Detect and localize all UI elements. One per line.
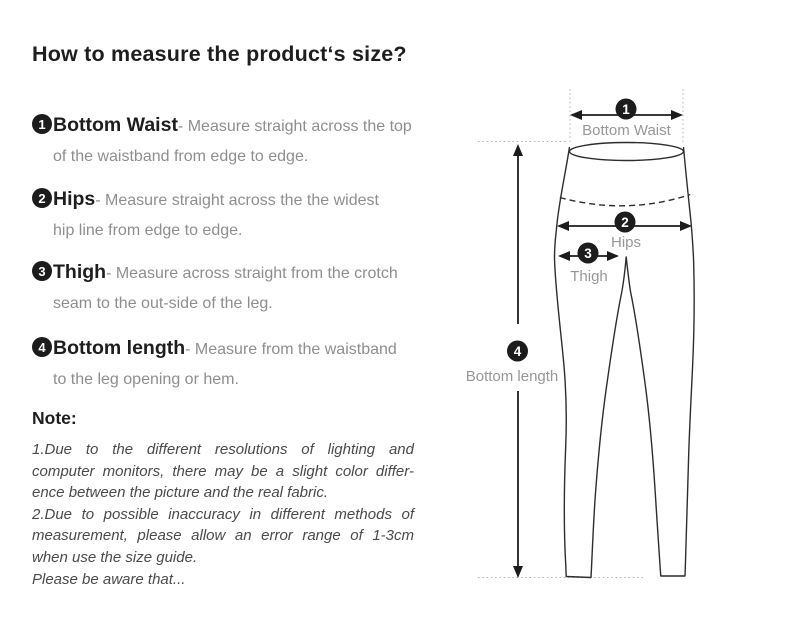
item-3-text [53, 257, 398, 319]
diagram-badge-4-number: 4 [513, 343, 522, 359]
item-3-desc-line2: seam to the out-side of the leg. [53, 295, 273, 312]
item-2-badge [32, 188, 52, 208]
item-1-text [53, 110, 412, 172]
measure-item-thigh [32, 257, 460, 319]
item-2-desc-line2: hip line from edge to edge. [53, 222, 243, 239]
diagram-label-hips: Hips [610, 234, 642, 251]
item-4-desc-line1: - Measure from the waistband [185, 341, 397, 358]
note-heading: Note: [32, 408, 77, 428]
note-line: measurement, please allow an error range of 1-3cm [32, 527, 414, 545]
note-text [32, 439, 414, 590]
diagram-badge-3-number: 3 [584, 245, 592, 261]
item-2-text [53, 184, 379, 246]
waistband-ellipse [570, 143, 684, 161]
hip-dashed-line [560, 195, 690, 206]
diagram-label-thigh: Thigh [570, 268, 608, 285]
diagram-badge-1-number: 1 [622, 101, 630, 117]
item-2-number: 2 [38, 190, 46, 206]
note-line: when use the size guide. [32, 548, 198, 566]
item-4-text [53, 333, 397, 395]
measure-item-bottom-waist [32, 110, 460, 172]
measure-item-bottom-length [32, 333, 460, 395]
item-1-desc-line1: - Measure straight across the top [177, 118, 412, 135]
item-3-label: Thigh [53, 261, 107, 283]
item-2-label: Hips [53, 188, 96, 210]
item-4-number: 4 [38, 339, 46, 355]
item-3-badge [32, 261, 52, 281]
note-line: 2.Due to possible inaccuracy in different methods of [32, 505, 414, 523]
item-1-desc-line2: of the waistband from edge to edge. [53, 148, 309, 165]
item-4-desc-line2: to the leg opening or hem. [53, 371, 239, 388]
note-line: 1.Due to the different resolutions of lighting and [32, 441, 414, 458]
item-3-desc-line1: - Measure across straight from the crotch [106, 265, 398, 282]
note-line: computer monitors, there may be a slight color differ- [32, 462, 414, 480]
item-3-number: 3 [38, 263, 46, 279]
item-2-desc-line1: - Measure straight across the the widest [95, 192, 379, 209]
note-line: Please be aware that... [32, 570, 186, 588]
item-1-label: Bottom Waist [53, 114, 178, 136]
diagram-label-bottom-waist: Bottom Waist [582, 122, 671, 139]
item-4-label: Bottom length [53, 337, 186, 359]
item-1-badge [32, 114, 52, 134]
page-title: How to measure the product‘s size? [32, 42, 407, 66]
item-1-number: 1 [38, 116, 46, 132]
measure-item-hips [32, 184, 460, 246]
note-line: ence between the picture and the real fabric. [32, 484, 329, 502]
diagram-label-bottom-length: Bottom length [465, 368, 559, 385]
diagram-badge-2-number: 2 [621, 214, 629, 230]
item-4-badge [32, 337, 52, 357]
